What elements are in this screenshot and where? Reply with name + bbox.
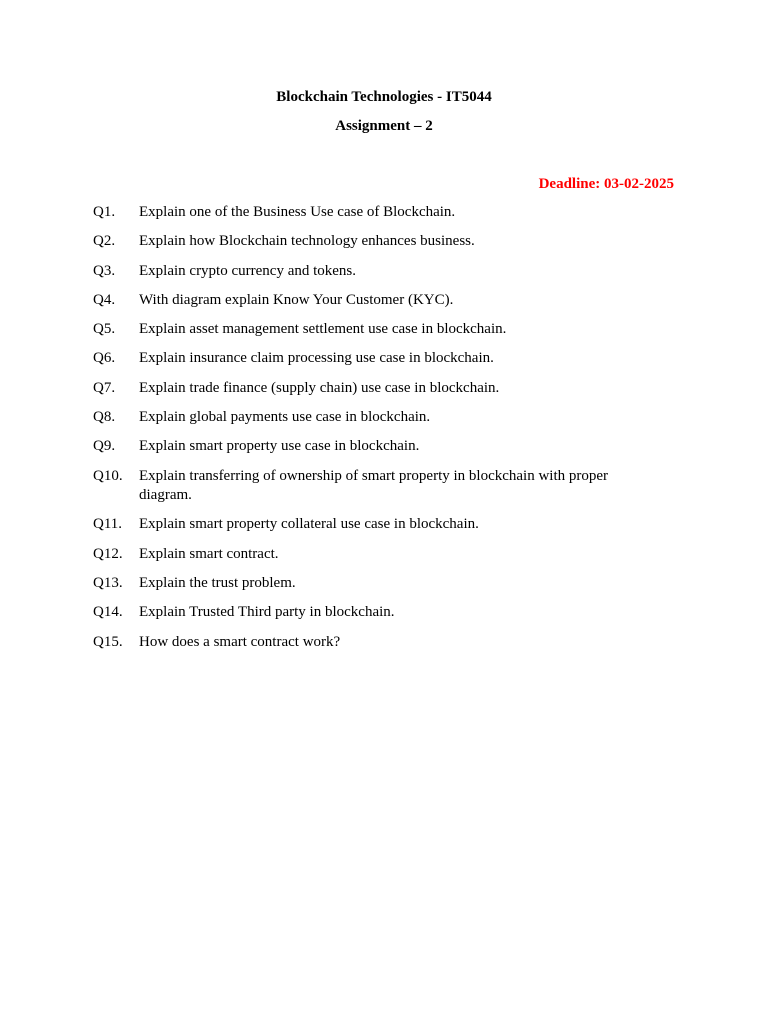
question-text: Explain one of the Business Use case of Blockchain.	[139, 204, 456, 220]
question-item	[93, 515, 653, 535]
deadline-text: Deadline: 03-02-2025	[538, 176, 674, 192]
question-item	[93, 320, 653, 340]
question-text: Explain Trusted Third party in blockchain.	[139, 604, 395, 621]
question-item	[93, 232, 653, 252]
question-number: Q10.	[93, 467, 123, 484]
question-text: Explain transferring of ownership of smart property in blockchain with proper diagram.	[139, 467, 609, 504]
question-list	[93, 203, 653, 662]
question-text: With diagram explain Know Your Customer (KYC).	[139, 291, 454, 308]
question-text: How does a smart contract work?	[139, 633, 341, 650]
question-item	[93, 349, 653, 369]
question-item	[93, 203, 653, 223]
question-text: Explain how Blockchain technology enhances business.	[139, 233, 475, 250]
question-text: Explain trade finance (supply chain) use case in blockchain.	[139, 379, 500, 396]
question-text: Explain insurance claim processing use case in blockchain.	[139, 350, 494, 367]
document-title: Blockchain Technologies - IT5044	[276, 89, 492, 105]
question-item	[93, 467, 653, 506]
question-item	[93, 603, 653, 623]
question-text: Explain asset management settlement use case in blockchain.	[139, 321, 507, 338]
question-number: Q2.	[93, 233, 116, 250]
question-number: Q4.	[93, 291, 116, 308]
question-item	[93, 437, 653, 457]
question-number: Q6.	[93, 350, 116, 367]
question-item	[93, 633, 653, 653]
question-number: Q5.	[93, 321, 116, 338]
question-number: Q15.	[93, 633, 123, 650]
question-number: Q7.	[93, 379, 116, 396]
question-item	[93, 408, 653, 428]
question-item	[93, 379, 653, 399]
question-text: Explain smart property collateral use case in blockchain.	[139, 516, 479, 533]
question-item	[93, 262, 653, 282]
question-number: Q9.	[93, 438, 116, 455]
question-text: Explain global payments use case in blockchain.	[139, 409, 431, 426]
question-number: Q14.	[93, 604, 123, 621]
question-item	[93, 574, 653, 594]
question-text: Explain smart contract.	[139, 545, 279, 562]
question-number: Q12.	[93, 545, 123, 562]
question-number: Q13.	[93, 575, 123, 592]
assignment-number: Assignment – 2	[335, 118, 433, 134]
question-text: Explain smart property use case in blockchain.	[139, 438, 420, 455]
question-number: Q11.	[93, 516, 123, 533]
question-text: Explain crypto currency and tokens.	[139, 262, 357, 279]
question-number: Q3.	[93, 262, 116, 279]
question-text: Explain the trust problem.	[139, 575, 296, 592]
question-item	[93, 291, 653, 311]
question-item	[93, 545, 653, 565]
question-number: Q8.	[93, 409, 116, 426]
question-number: Q1.	[93, 204, 116, 220]
